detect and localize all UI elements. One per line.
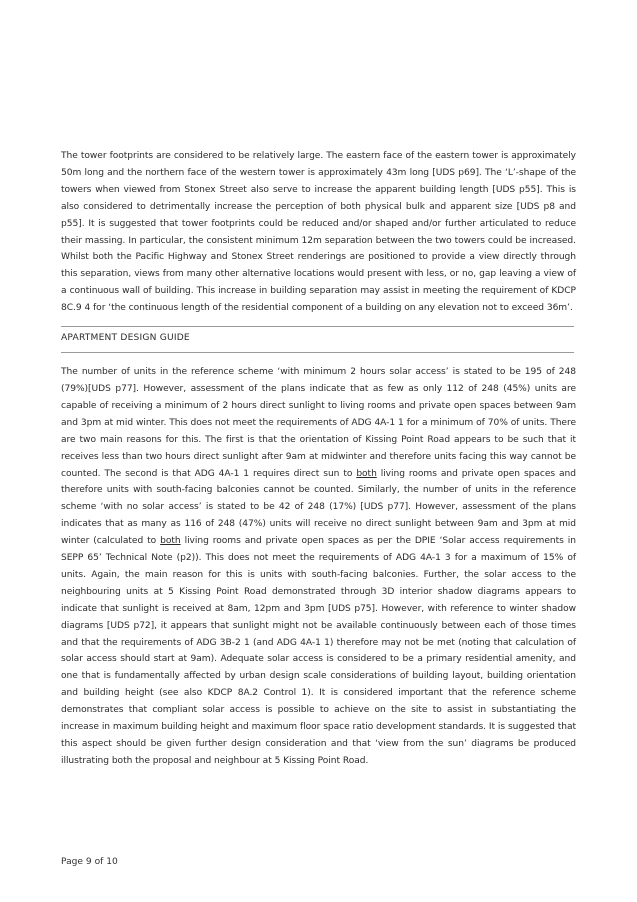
paragraph-text: living rooms and private open spaces as per the DPIE ‘Solar access requirements in SEPP 65’ Technical Note (p2)). This does not meet the requirements of ADG 4A-1 3 for a maximum of 15% of units. Again, the main reason for this is units with south-facing balconies. Further, the solar access to the neighbouring units at 5 Kissing Point Road demonstrated through 3D interior shadow diagrams appears to indicate that sunlight is received at 8am, 12pm and 3pm [UDS p75]. However, with reference to winter shadow diagrams [UDS p72], it appears that sunlight might not be available continuously between each of those times and that the requirements of ADG 3B-2 1 (and ADG 4A-1 1) therefore may not be met (noting that calculation of solar access should start at 9am). Adequate solar access is considered to be a primary residential amenity, and one that is fundamentally affected by urban design scale considerations of building layout, building orientation and building height (see also KDCP 8A.2 Control 1). It is considered important that the reference scheme demonstrates that compliant solar access is possible to achieve on the site to assist in substantiating the increase in maximum building height and maximum floor space ratio development standards. It is suggested that this aspect should be given further design consideration and that ‘view from the sun’ diagrams be produced illustrating both the proposal and neighbour at 5 Kissing Point Road.: [61, 536, 576, 766]
underlined-word: both: [356, 468, 377, 479]
page-content: [61, 148, 576, 770]
underlined-word: both: [160, 536, 181, 547]
section-divider-bottom: [61, 352, 574, 353]
section-heading: APARTMENT DESIGN GUIDE: [61, 333, 190, 344]
paragraph-tower-footprints: The tower footprints are considered to be relatively large. The eastern face of the eastern tower is approximately 50m long and the northern face of the western tower is approximately 43m long [UDS p69]. The ‘L’-shape of the towers when viewed from Stonex Street also serve to increase the apparent building length [UDS p55]. This is also considered to detrimentally increase the perception of both physical bulk and apparent size [UDS p8 and p55]. It is suggested that tower footprints could be reduced and/or shaped and/or further articulated to reduce their massing. In particular, the consistent minimum 12m separation between the two towers could be increased. Whilst both the Pacific Highway and Stonex Street renderings are positioned to provide a view directly through this separation, views from many other alternative locations would present with less, or no, gap leaving a view of a continuous wall of building. This increase in building separation may assist in meeting the requirement of KDCP 8C.9 4 for ‘the continuous length of the residential component of a building on any elevation not to exceed 36m’.: [61, 151, 576, 314]
paragraph-solar-access: [61, 364, 576, 770]
page-number: Page 9 of 10: [61, 857, 118, 867]
paragraph-text: living rooms and private open spaces and therefore units with south-facing balconies cannot be counted. Similarly, the number of units in the reference scheme ‘with no solar access’ is stated to be 42 of 248 (17%) [UDS p77]. However, assessment of the plans indicates that as many as 116 of 248 (47%) units will receive no direct sunlight between 9am and 3pm at mid winter (calculated to: [61, 468, 576, 547]
paragraph-text: The number of units in the reference scheme ‘with minimum 2 hours solar access’ is stated to be 195 of 248 (79%)[UDS p77]. However, assessment of the plans indicate that as few as only 112 of 248 (45%) units are capable of receiving a minimum of 2 hours direct sunlight to living rooms and private open spaces between 9am and 3pm at mid winter. This does not meet the requirements of ADG 4A-1 1 for a minimum of 70% of units. There are two main reasons for this. The first is that the orientation of Kissing Point Road appears to be such that it receives less than two hours direct sunlight after 9am at midwinter and therefore units facing this way cannot be counted. The second is that ADG 4A-1 1 requires direct sun to: [61, 367, 576, 479]
